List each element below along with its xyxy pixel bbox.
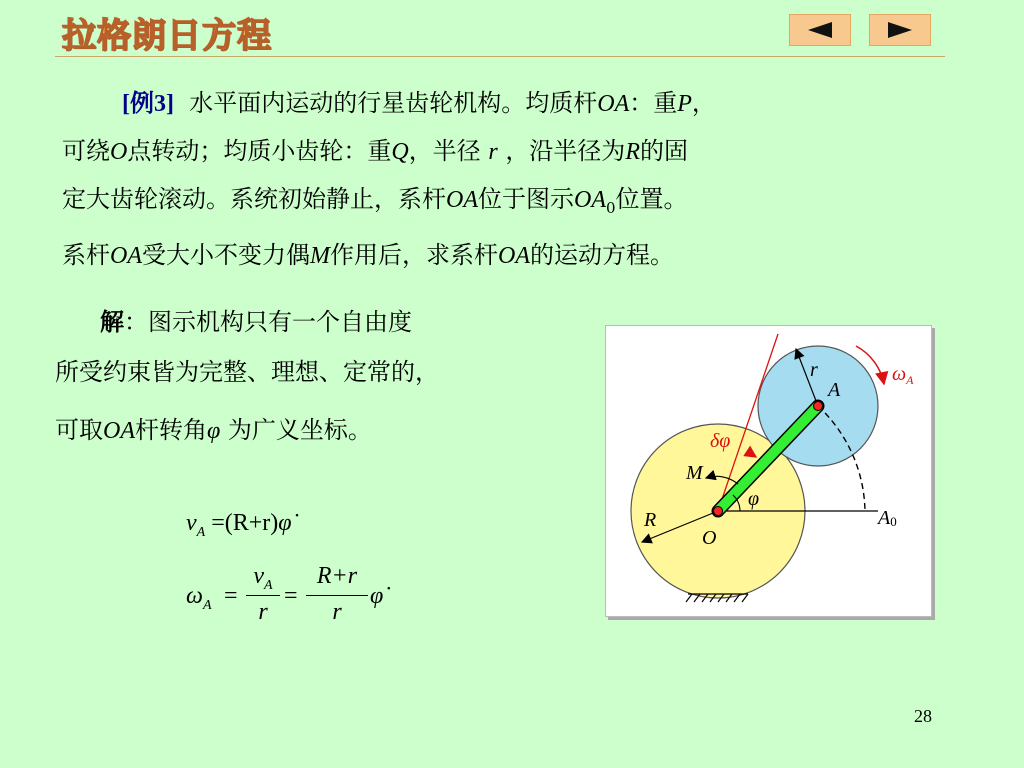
point-o xyxy=(714,507,723,516)
symbol-phi: φ xyxy=(207,418,221,444)
subscript: 0 xyxy=(606,198,616,217)
subscript: A xyxy=(196,524,206,540)
label-a: A xyxy=(828,379,841,401)
equals: = xyxy=(224,583,238,609)
text: 点转动；均质小齿轮：重 xyxy=(127,137,392,165)
planetary-gear-diagram xyxy=(606,326,931,616)
problem-line-1 xyxy=(62,80,952,128)
symbol-r: r xyxy=(488,139,498,165)
text: 位置。 xyxy=(615,185,688,213)
text: ： xyxy=(124,308,148,336)
subscript: A xyxy=(264,577,273,593)
symbol-oa: OA xyxy=(498,242,530,269)
text: 定大齿轮滚动。系统初始静止，系杆 xyxy=(62,185,446,213)
triangle-left-icon xyxy=(805,20,835,40)
solution-text xyxy=(55,296,595,457)
text: 的运动方程。 xyxy=(530,240,674,269)
text: ，半径 xyxy=(408,137,481,165)
fraction-1-num xyxy=(246,563,280,594)
symbol-q: Q xyxy=(391,139,409,165)
solution-line-3 xyxy=(55,404,595,457)
text: ， xyxy=(691,89,716,117)
label-o: O xyxy=(702,527,717,549)
symbol-omega: ω xyxy=(186,583,203,609)
text: ：重 xyxy=(629,89,678,117)
problem-line-3 xyxy=(62,176,952,232)
text: 可绕 xyxy=(62,137,110,165)
equals: = xyxy=(284,583,298,609)
problem-statement xyxy=(62,80,952,280)
label-r: r xyxy=(810,359,818,381)
equation-va xyxy=(186,510,292,541)
text: 可取 xyxy=(55,416,103,444)
text: 系杆 xyxy=(62,240,110,269)
symbol-big-r: R xyxy=(625,139,640,165)
page-number: 28 xyxy=(914,706,932,726)
text: 所受约束皆为完整、理想、定常的， xyxy=(55,358,439,386)
text: 图示机构只有一个自由度 xyxy=(148,308,412,336)
problem-line-4 xyxy=(62,232,952,280)
text: 受大小不变力偶 xyxy=(142,240,310,269)
fraction-bar xyxy=(246,595,280,596)
subscript: A xyxy=(202,597,212,613)
fraction-1-den: r xyxy=(258,599,268,625)
solution-label: 解 xyxy=(100,307,124,336)
symbol-oa: OA xyxy=(110,242,142,269)
label-delta-phi: δφ xyxy=(710,430,731,452)
fraction-2-num: R+r xyxy=(316,563,358,589)
symbol-m: M xyxy=(310,242,330,269)
solution-line-1 xyxy=(55,296,595,348)
point-a xyxy=(814,402,823,411)
label-big-r: R xyxy=(644,509,657,531)
prev-slide-button[interactable] xyxy=(789,14,851,46)
triangle-right-icon xyxy=(885,20,915,40)
next-slide-button[interactable] xyxy=(869,14,931,46)
equation-omega xyxy=(186,563,426,633)
fraction-2-den: r xyxy=(332,599,342,625)
symbol-v: v xyxy=(186,510,197,536)
example-label: [例3] xyxy=(122,91,174,117)
symbol-phi-dot: φ̇ xyxy=(278,510,292,536)
symbol-o: O xyxy=(110,139,128,165)
label-a0: A0 xyxy=(878,507,897,529)
symbol-oa0: OA xyxy=(574,187,606,213)
text: ，沿半径为 xyxy=(505,137,626,165)
solution-line-2 xyxy=(55,346,595,398)
fraction-bar xyxy=(306,595,368,596)
label-m: M xyxy=(686,462,703,484)
title-divider xyxy=(55,56,945,57)
problem-line-2 xyxy=(62,128,952,176)
text: =(R+r) xyxy=(211,510,279,536)
slide-title: 拉格朗日方程 xyxy=(62,16,272,56)
symbol-phi-dot: φ̇ xyxy=(370,583,384,609)
text: 水平面内运动的行星齿轮机构。均质杆 xyxy=(189,89,598,117)
label-omega-a: $\omega_A$ xyxy=(892,363,914,387)
text: 作用后，求系杆 xyxy=(330,240,498,269)
symbol-oa: OA xyxy=(103,418,135,444)
text: 位于图示 xyxy=(478,185,574,213)
mechanism-figure xyxy=(605,325,932,617)
label-phi: φ xyxy=(748,488,760,510)
symbol-v: v xyxy=(253,563,265,589)
text: 为广义坐标。 xyxy=(220,416,372,444)
text: 的固 xyxy=(639,137,688,165)
symbol-p: P xyxy=(677,91,692,117)
text: 杆转角 xyxy=(135,416,207,444)
symbol-oa: OA xyxy=(446,187,478,213)
symbol-oa: OA xyxy=(597,91,630,117)
